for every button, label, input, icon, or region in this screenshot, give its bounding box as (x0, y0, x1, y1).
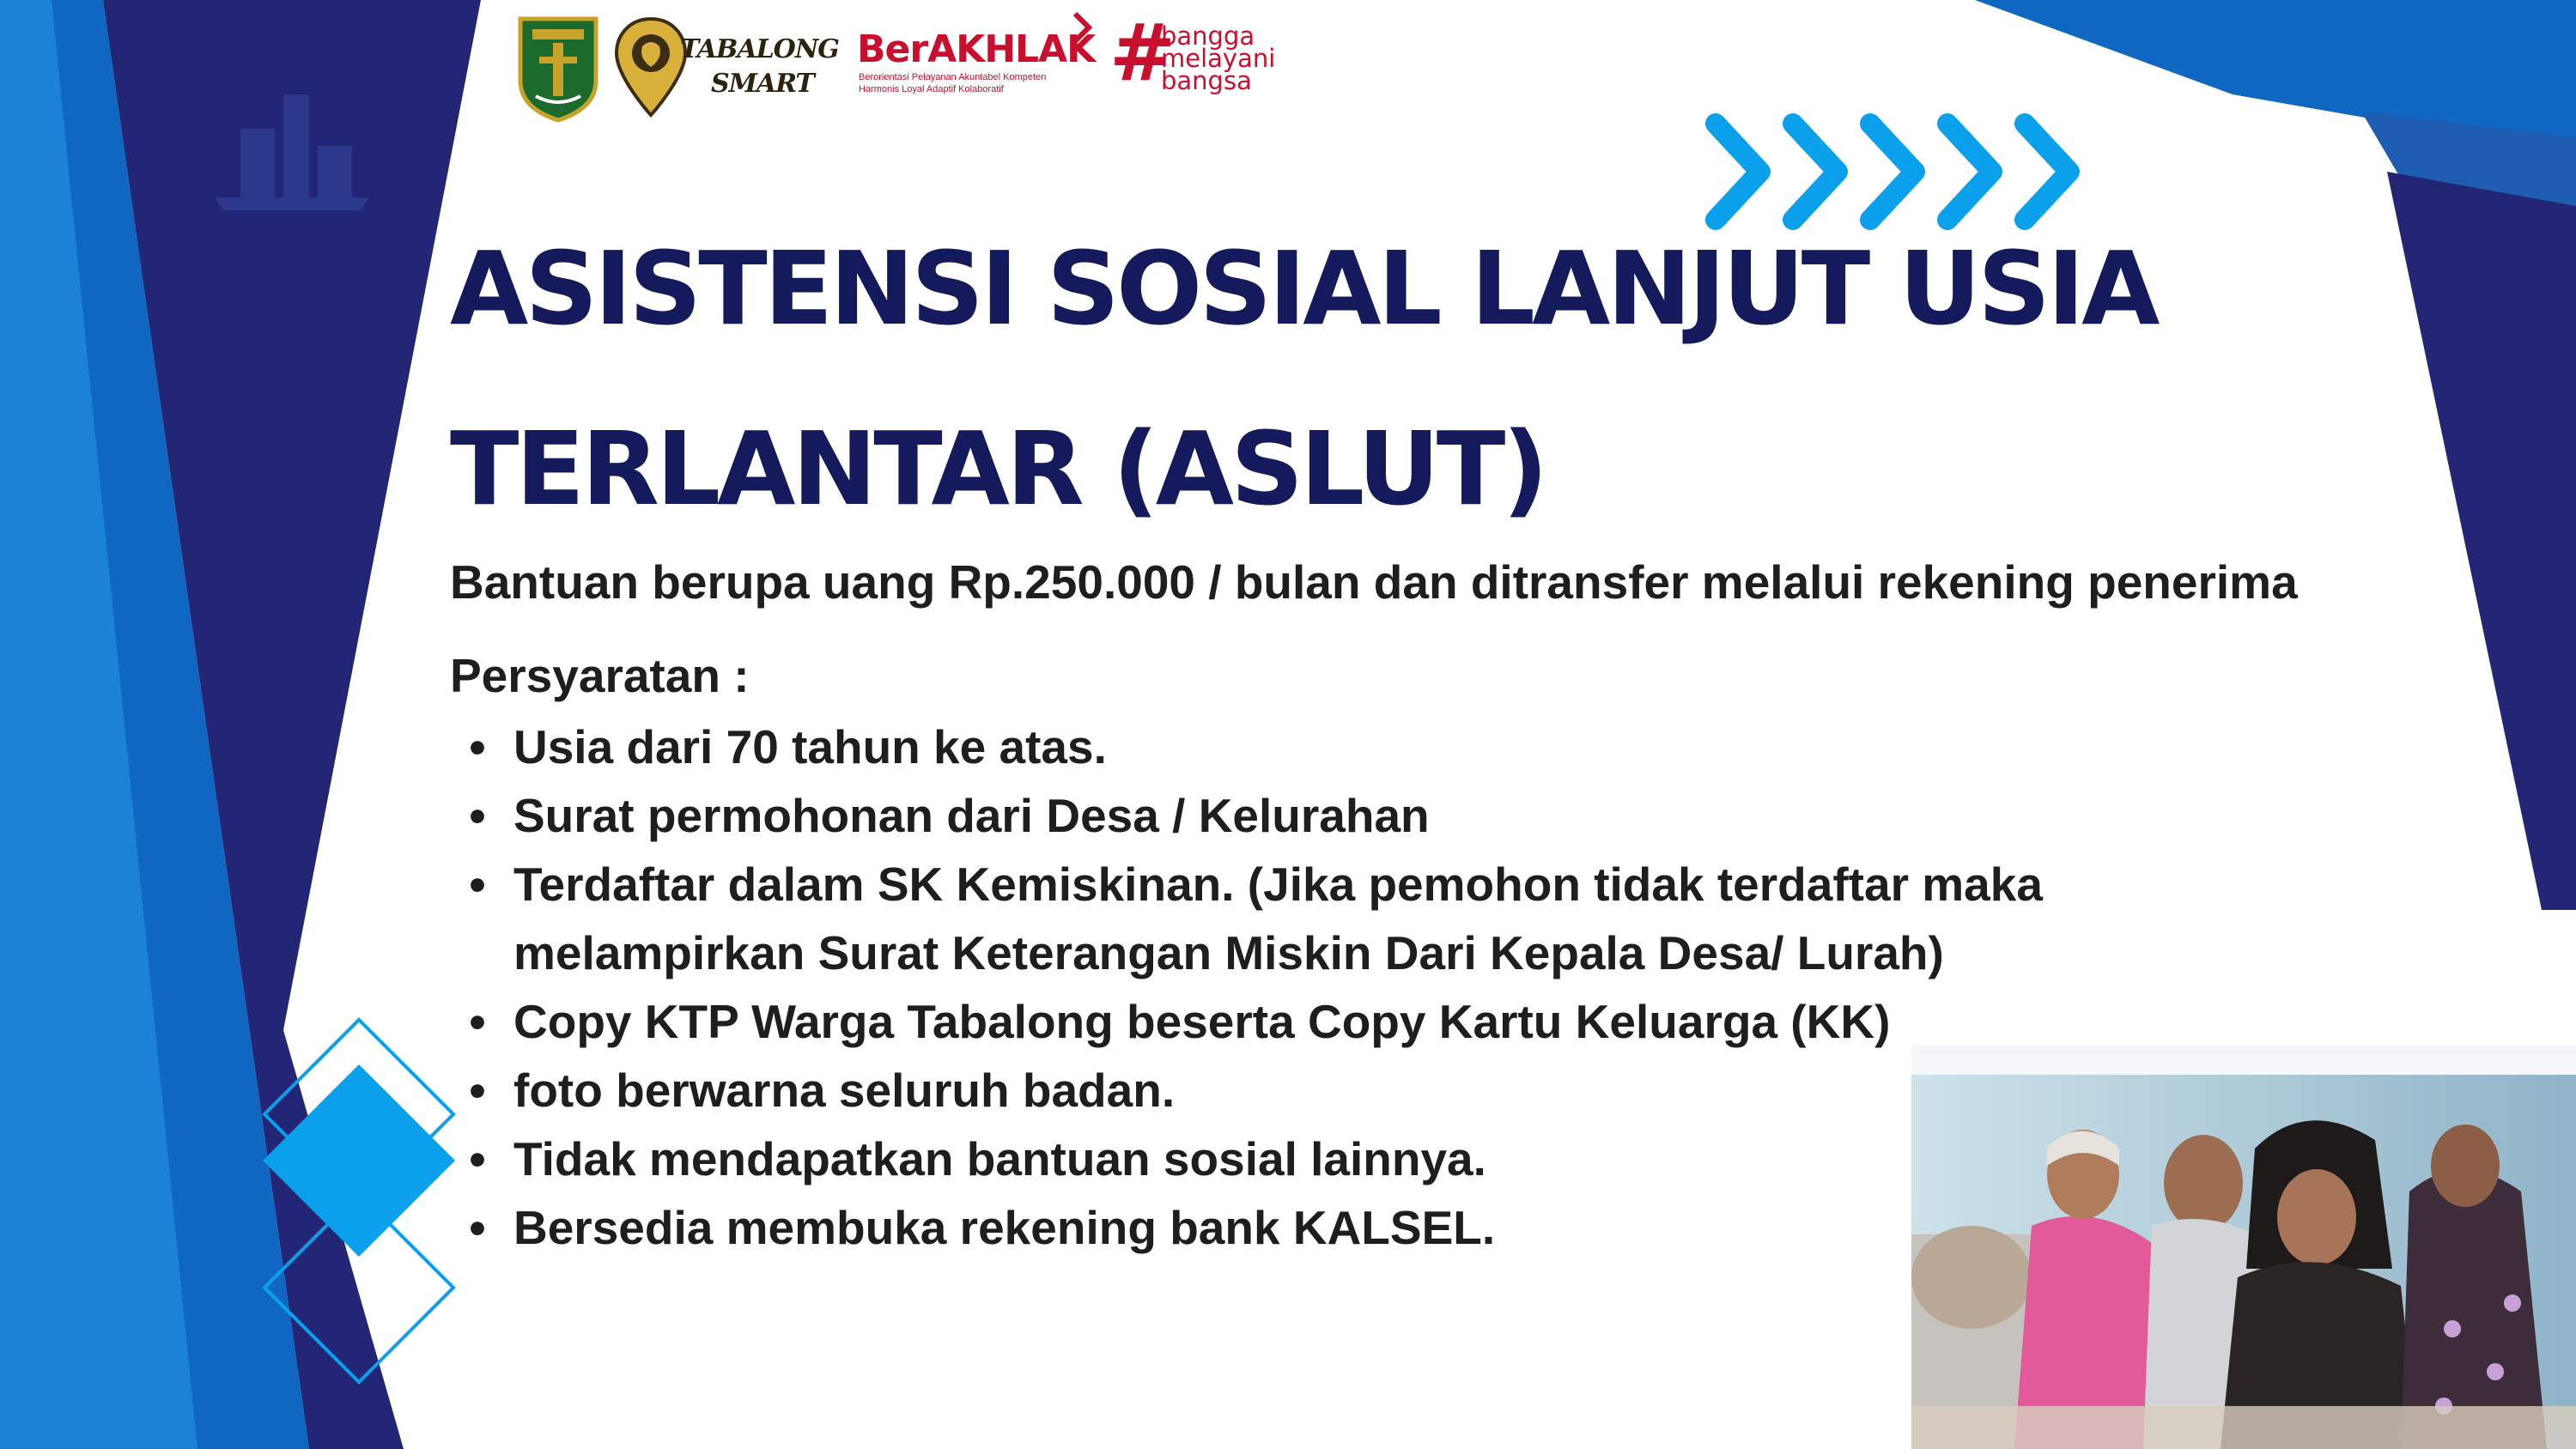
requirement-item (450, 850, 2043, 987)
hashtag-icon: # (1109, 7, 1176, 99)
requirement-text: foto berwarna seluruh badan. (513, 1064, 1176, 1117)
map-pin-icon (613, 15, 689, 118)
benefit-description: Bantuan berupa uang Rp.250.000 / bulan dan ditransfer melalui rekening penerima (450, 555, 2298, 609)
bullet-icon: • (469, 1201, 486, 1254)
requirement-text-continued: melampirkan Surat Keterangan Miskin Dari Kepala Desa/ Lurah) (513, 926, 1944, 979)
bullet-icon: • (469, 1064, 486, 1117)
chevron-right-icon (1070, 10, 1096, 45)
requirement-text: Usia dari 70 tahun ke atas. (513, 720, 1107, 773)
bullet-icon: • (469, 789, 486, 842)
melayani-text: melayani (1161, 44, 1276, 73)
requirement-item (450, 1193, 2043, 1262)
chevron-arrows-icon (1700, 112, 2095, 232)
berakhlak-tagline-2: Harmonis Loyal Adaptif Kolaboratif (859, 84, 1004, 94)
tabalong-logo-panel (508, 9, 839, 125)
bullet-icon: • (469, 1132, 486, 1185)
requirement-item (450, 1125, 2043, 1193)
berakhlak-logo-panel (841, 2, 1294, 115)
requirement-item (450, 1056, 2043, 1125)
bullet-icon: • (469, 720, 486, 773)
elderly-people-photo (1894, 1046, 2576, 1449)
requirement-text: Tidak mendapatkan bantuan sosial lainnya. (513, 1132, 1486, 1185)
smart-logo-text: SMART (711, 69, 814, 99)
page-title-line-1: ASISTENSI SOSIAL LANJUT USIA (450, 229, 2157, 348)
requirement-item (450, 987, 2043, 1056)
requirement-text: Copy KTP Warga Tabalong beserta Copy Kartu Keluarga (KK) (513, 995, 1891, 1048)
berakhlak-tagline-1: Berorientasi Pelayanan Akuntabel Kompeten (859, 72, 1047, 82)
tabalong-logo-text: TABALONG (680, 34, 839, 64)
tabalong-emblem-icon (515, 14, 601, 124)
requirement-item (450, 712, 2043, 781)
berakhlak-logo-title: BerAKHLAK (857, 27, 1096, 71)
requirements-label: Persyaratan : (450, 649, 750, 702)
bangsa-text: bangsa (1161, 66, 1252, 95)
requirement-item (450, 781, 2043, 850)
bangga-text: bangga (1161, 21, 1255, 51)
requirement-text: Bersedia membuka rekening bank KALSEL. (513, 1201, 1496, 1254)
requirements-list (450, 712, 2043, 1262)
bullet-icon: • (469, 995, 486, 1048)
requirement-text: Terdaftar dalam SK Kemiskinan. (Jika pemohon tidak terdaftar maka (513, 858, 2043, 911)
page-title-line-2: TERLANTAR (ASLUT) (450, 409, 1546, 528)
bullet-icon: • (469, 858, 486, 911)
requirement-text: Surat permohonan dari Desa / Kelurahan (513, 789, 1430, 842)
